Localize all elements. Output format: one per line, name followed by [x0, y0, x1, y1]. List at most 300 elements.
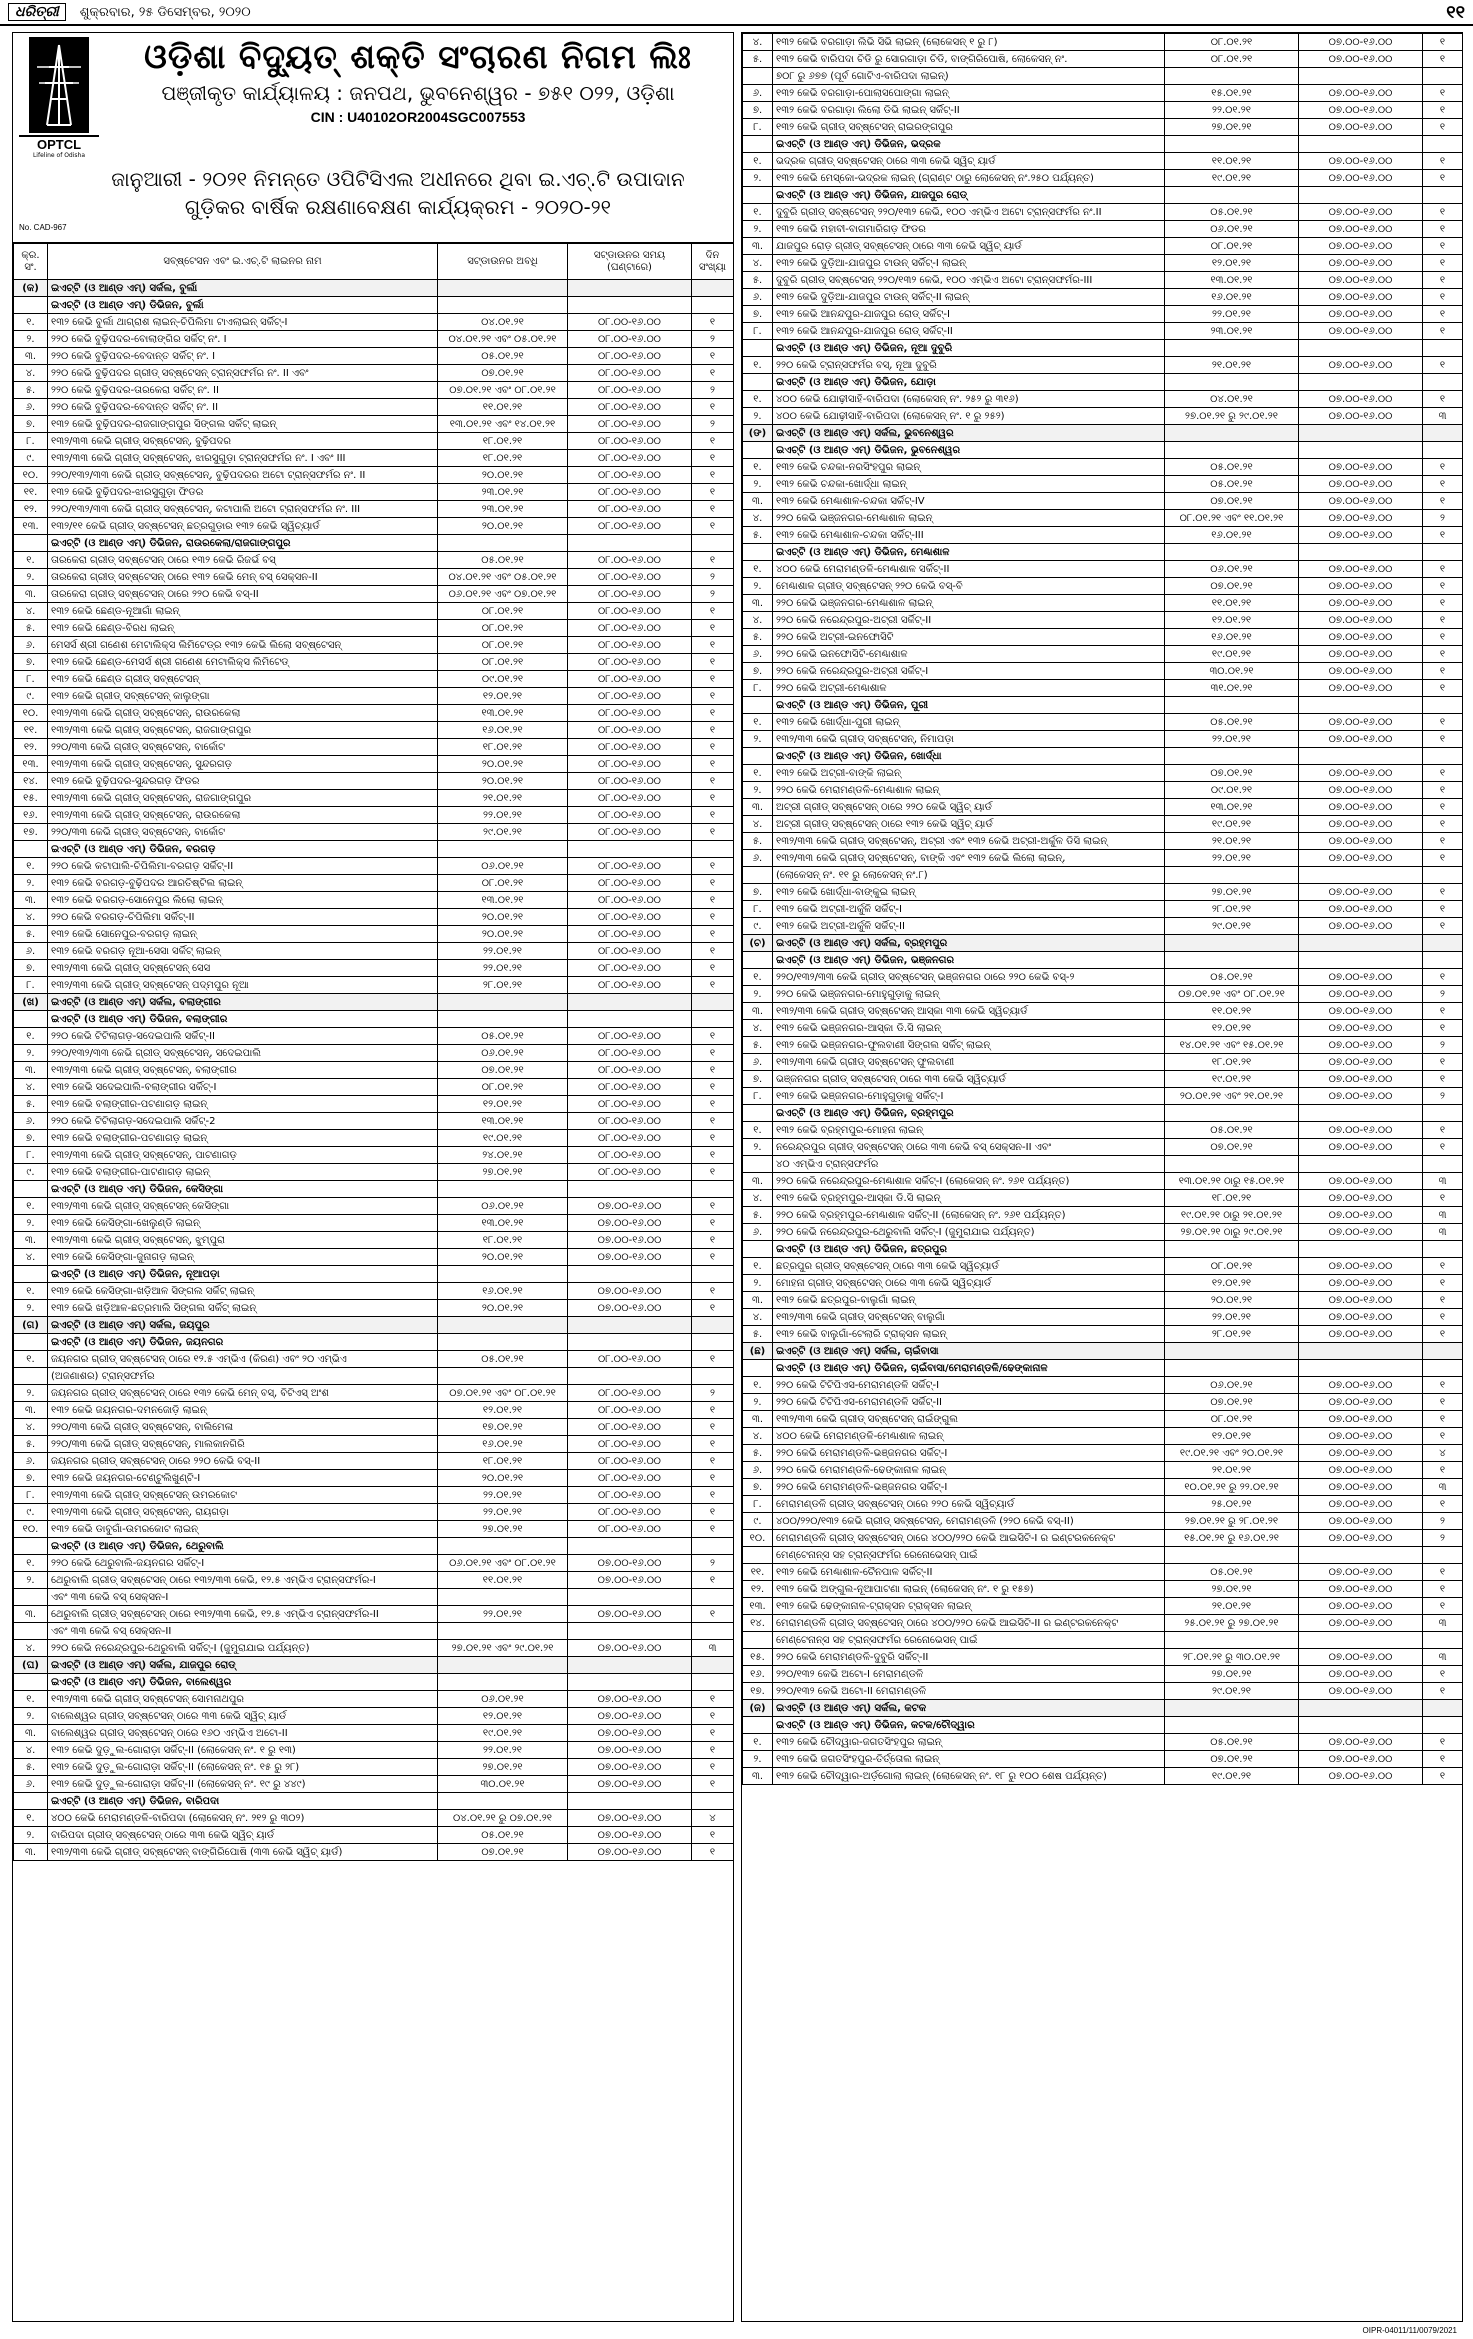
- period-cell: [1165, 442, 1299, 459]
- table-row: [14, 960, 734, 977]
- sl-cell: [743, 340, 773, 357]
- sl-cell: ୧୨.: [14, 501, 48, 518]
- sl-cell: ୧.: [14, 1283, 48, 1300]
- sl-cell: ୩.: [743, 1003, 773, 1020]
- period-cell: ୦୭.୦୧.୨୧: [1165, 578, 1299, 595]
- days-cell: ୧: [692, 1504, 734, 1521]
- element-cell: ୨୨୦ କେଭି ଭଞ୍ଜନଗର-ମେଣ୍ଢାଶାଳ ଲାଇନ୍: [773, 510, 1165, 527]
- table-row: [743, 1411, 1463, 1428]
- time-cell: ୦୭.୦୦-୧୬.୦୦: [1299, 1734, 1423, 1751]
- time-cell: ୦୭.୦୦-୧୬.୦୦: [1299, 85, 1423, 102]
- time-cell: [1299, 544, 1423, 561]
- days-cell: ୧: [1423, 1751, 1463, 1768]
- days-cell: ୩: [1423, 1173, 1463, 1190]
- period-cell: ୧୮.୦୧.୨୧: [438, 433, 568, 450]
- time-cell: ୦୮.୦୦-୧୬.୦୦: [568, 1062, 692, 1079]
- division-heading-row: [743, 1360, 1463, 1377]
- element-cell: ୨୨୦ କେଭି ନରେନ୍ଦ୍ରପୁର-ଥେରୁବାଲି ସର୍କିଟ୍-I (ଜୁମୁରାଯାଇ ପର୍ଯ୍ୟନ୍ତ): [48, 1640, 438, 1657]
- period-cell: ୨୦.୦୧.୨୧: [438, 909, 568, 926]
- period-cell: ୨୭.୦୧.୨୧ ରୁ ୨୯.୦୧.୨୧: [1165, 408, 1299, 425]
- table-row: [743, 1428, 1463, 1445]
- sl-cell: ୪.: [743, 1020, 773, 1037]
- table-row: [14, 1640, 734, 1657]
- time-cell: ୦୭.୦୦-୧୬.୦୦: [1299, 102, 1423, 119]
- time-cell: ୦୭.୦୦-୧୬.୦୦: [1299, 1377, 1423, 1394]
- days-cell: ୧: [692, 1419, 734, 1436]
- sl-cell: ୩.: [743, 1292, 773, 1309]
- period-cell: ୧୫.୦୧.୨୧: [1165, 85, 1299, 102]
- element-cell: ୧୩୨ କେଭି ବରଗଡ଼ ନୂଆ-ସେସା ସର୍କିଟ୍ ଲାଇନ୍: [48, 943, 438, 960]
- days-cell: ୧: [1423, 1054, 1463, 1071]
- sl-cell: ୪.: [743, 1309, 773, 1326]
- table-row: [743, 459, 1463, 476]
- period-cell: ୩୦.୦୧.୨୧: [438, 1776, 568, 1793]
- days-cell: ୧: [1423, 1768, 1463, 1785]
- days-cell: ୨: [692, 569, 734, 586]
- element-cell: ତାରକେରା ଗ୍ରୀଡ୍ ସବ୍‌ଷ୍ଟେସନ୍ ଠାରେ ୧୩୨ କେଭି ମେନ୍ ବସ୍ ସେକ୍ସନ-II: [48, 569, 438, 586]
- period-cell: ୧୧.୦୧.୨୧: [1165, 153, 1299, 170]
- time-cell: [568, 1538, 692, 1555]
- time-cell: ୦୮.୦୦-୧୬.୦୦: [568, 1164, 692, 1181]
- period-cell: [1165, 340, 1299, 357]
- days-cell: [1423, 1156, 1463, 1173]
- period-cell: [1165, 1700, 1299, 1717]
- period-cell: ୧୩.୦୧.୨୧: [1165, 799, 1299, 816]
- period-cell: ୦୬.୦୧.୨୧ ଏବଂ ୦୭.୦୧.୨୧: [438, 586, 568, 603]
- element-cell: ୧୩୨/୩୩ କେଭି ଗ୍ରୀଡ୍ ସବ୍‌ଷ୍ଟେସନ୍, ରାଉରକେଲା: [48, 705, 438, 722]
- element-cell: ୧୩୨/୩୩ କେଭି ଗ୍ରୀଡ୍ ସବ୍‌ଷ୍ଟେସନ୍ କେସିଙ୍ଗା: [48, 1198, 438, 1215]
- period-cell: ୦୭.୦୧.୨୧: [1165, 1139, 1299, 1156]
- table-row: [14, 1147, 734, 1164]
- period-cell: ୧୭.୦୧.୨୧: [438, 1419, 568, 1436]
- sl-cell: ୭.: [14, 960, 48, 977]
- table-row: [743, 680, 1463, 697]
- sl-cell: ୨.: [743, 170, 773, 187]
- table-row: [743, 1547, 1463, 1564]
- table-row: [14, 1606, 734, 1623]
- element-cell: ୪୦୦ କେଭି ଯୋଢ଼ୀସାହି-ବାରିପଦା (ଲୋକେସନ୍ ନଂ. ୨୫୨ ରୁ ୩୧୬): [773, 391, 1165, 408]
- table-row: [743, 34, 1463, 51]
- sl-cell: ୧.: [14, 1555, 48, 1572]
- days-cell: ୧: [692, 807, 734, 824]
- sl-cell: [743, 867, 773, 884]
- days-cell: ୧: [1423, 1258, 1463, 1275]
- period-cell: ୦୬.୦୧.୨୧: [1165, 221, 1299, 238]
- sl-cell: ୫.: [14, 382, 48, 399]
- element-cell: ୧୩୨ କେଭି ବୁଢ଼ିପଦର-ଝାରସୁଗୁଡ଼ା ଫିଡର: [48, 484, 438, 501]
- element-cell: ୧୩୨ କେଭି ଢେଙ୍କାନାଳ-ଟ୍ରାକ୍ସନ ଟ୍ରାକ୍ସନ ଲାଇନ୍: [773, 1598, 1165, 1615]
- period-cell: [1165, 935, 1299, 952]
- table-row: [14, 1351, 734, 1368]
- table-row: [743, 884, 1463, 901]
- period-cell: ୦୫.୦୧.୨୧: [1165, 476, 1299, 493]
- table-row: [743, 1666, 1463, 1683]
- sl-cell: ୯.: [14, 1504, 48, 1521]
- days-cell: ୧: [692, 1062, 734, 1079]
- period-cell: ୧୩.୦୧.୨୧: [438, 705, 568, 722]
- days-cell: ୧: [692, 654, 734, 671]
- element-cell: ୧୩୨ କେଭି ବଲାଙ୍ଗୀର-ପଟଣାଗଡ଼ ଲାଇନ୍: [48, 1096, 438, 1113]
- days-cell: ୧: [1423, 255, 1463, 272]
- table-row: [14, 807, 734, 824]
- table-row: [743, 1598, 1463, 1615]
- table-row: [743, 1768, 1463, 1785]
- period-cell: ୨୮.୦୧.୨୧ ରୁ ୩୦.୦୧.୨୧: [1165, 1649, 1299, 1666]
- table-row: [743, 1054, 1463, 1071]
- days-cell: ୪: [692, 1810, 734, 1827]
- element-cell: ୧୩୨ କେଭି ଡାବୁଗାଁ-ଉମରକୋଟ ଲାଇନ୍: [48, 1521, 438, 1538]
- table-row: [14, 892, 734, 909]
- time-cell: ୦୮.୦୦-୧୬.୦୦: [568, 467, 692, 484]
- sl-cell: ୩.: [14, 586, 48, 603]
- element-cell: ୨୨୦ କେଭି ନରେନ୍ଦ୍ରପୁର-ଥେରୁବାଲି ସର୍କିଟ୍-I (ଜୁମୁରାଯାଇ ପର୍ଯ୍ୟନ୍ତ): [773, 1224, 1165, 1241]
- sl-cell: [743, 1547, 773, 1564]
- element-cell: ଥେରୁବାଲି ଗ୍ରୀଡ୍ ସବ୍‌ଷ୍ଟେସନ୍ ଠାରେ ୧୩୨/୩୩ କେଭି, ୧୨.୫ ଏମ୍‌ଭିଏ ଟ୍ରାନ୍ସଫର୍ମର-II: [48, 1606, 438, 1623]
- days-cell: ୨: [1423, 510, 1463, 527]
- period-cell: ୦୭.୦୧.୨୧: [438, 365, 568, 382]
- period-cell: ୦୮.୦୧.୨୧: [1165, 51, 1299, 68]
- time-cell: ୦୭.୦୦-୧୬.୦୦: [1299, 459, 1423, 476]
- days-cell: [692, 280, 734, 297]
- period-cell: ୦୯.୦୧.୨୧: [438, 671, 568, 688]
- element-cell: ଭଦ୍ରକ ଗ୍ରୀଡ୍ ସବ୍‌ଷ୍ଟେସନ୍ ଠାରେ ୩୩ କେଭି ସ୍ୱିଚ୍ ୟାର୍ଡ: [773, 153, 1165, 170]
- element-cell: ୧୩୨ କେଭି ଅଟ୍ରୀ-ଅର୍କୁଳି ସର୍କିଟ୍-II: [773, 918, 1165, 935]
- element-cell: ୧୩୨/୩୩ କେଭି ଗ୍ରୀଡ୍ ସବ୍‌ଷ୍ଟେସନ୍, ସୁନ୍ଦରଗଡ଼: [48, 756, 438, 773]
- time-cell: ୦୭.୦୦-୧୬.୦୦: [1299, 476, 1423, 493]
- sl-cell: ୩.: [14, 348, 48, 365]
- table-row: [14, 467, 734, 484]
- element-cell: ୨୨୦ କେଭି ଭଞ୍ଜନଗର-ମୋହୁଗୁଡ଼ାକୁ ଲାଇନ୍: [773, 986, 1165, 1003]
- table-row: [14, 654, 734, 671]
- period-cell: ୧୬.୦୧.୨୧: [438, 1436, 568, 1453]
- time-cell: ୦୭.୦୦-୧୬.୦୦: [1299, 119, 1423, 136]
- table-row: [743, 1479, 1463, 1496]
- table-row: [743, 1530, 1463, 1547]
- element-cell: ୧୩୨ କେଭି ଗ୍ରୀଡ୍ ସବ୍‌ଷ୍ଟେସନ୍ କାଲୁଙ୍ଗା: [48, 688, 438, 705]
- table-row: [743, 1513, 1463, 1530]
- element-cell: ୨୨୦ କେଭି ବୁଢ଼ିପଦର-ବୋଲାଙ୍ଗିର ସର୍କିଟ୍ ନଂ. I: [48, 331, 438, 348]
- table-row: [14, 705, 734, 722]
- sl-cell: ୨.: [743, 476, 773, 493]
- sl-cell: ୧.: [743, 1122, 773, 1139]
- period-cell: ୧୧.୦୧.୨୧: [1165, 595, 1299, 612]
- sl-cell: ୧.: [743, 765, 773, 782]
- sl-cell: ୪.: [743, 255, 773, 272]
- schedule-table-left: [13, 243, 734, 1861]
- time-cell: ୦୭.୦୦-୧୬.୦୦: [1299, 1479, 1423, 1496]
- days-cell: ୧: [692, 1402, 734, 1419]
- days-cell: ୧: [1423, 799, 1463, 816]
- element-cell: ଇଏଚ୍‌ଟି (ଓ ଆଣ୍ଡ ଏମ୍) ସର୍କଲ, କଟକ: [773, 1700, 1165, 1717]
- element-cell: ୧୩୨/୩୩ କେଭି ଗ୍ରୀଡ୍ ସବ୍‌ଷ୍ଟେସନ୍, ବଲାଙ୍ଗୀର: [48, 1062, 438, 1079]
- table-row: [14, 637, 734, 654]
- sl-cell: ୬.: [743, 850, 773, 867]
- days-cell: ୧: [1423, 306, 1463, 323]
- days-cell: ୧: [692, 705, 734, 722]
- table-row: [14, 603, 734, 620]
- days-cell: ୨: [1423, 1513, 1463, 1530]
- days-cell: ୧: [692, 484, 734, 501]
- element-cell: ୧୩୨/୧୧ କେଭି ଗ୍ରୀଡ୍ ସବ୍‌ଷ୍ଟେସନ୍ ଛତ୍ରଗୁଡ଼ାର ୧୩୨ କେଭି ସ୍ୱିଚ୍‌ୟାର୍ଡ: [48, 518, 438, 535]
- sl-cell: ୨.: [743, 1394, 773, 1411]
- time-cell: ୦୭.୦୦-୧୬.୦୦: [1299, 1462, 1423, 1479]
- element-cell: ୨୨୦ କେଭି ଅଟ୍ରୀ-ମେଣ୍ଢାଶାଳ: [773, 680, 1165, 697]
- element-cell: ଇଏଚ୍‌ଟି (ଓ ଆଣ୍ଡ ଏମ୍) ଡିଭିଜନ, ଚାଇଁବାସା/ମେରାମଣ୍ଡଳି/ଢେଙ୍କାନାଳ: [773, 1360, 1165, 1377]
- time-cell: ୦୮.୦୦-୧୬.୦୦: [568, 892, 692, 909]
- days-cell: ୧: [1423, 782, 1463, 799]
- days-cell: [692, 994, 734, 1011]
- element-cell: ୧୩୨/୩୩ କେଭି ଗ୍ରୀଡ୍ ସବ୍‌ଷ୍ଟେସନ୍ ବାଙ୍ଗିରିପୋଷି (୩୩ କେଭି ସ୍ୱିଚ୍ ୟାର୍ଡ): [48, 1844, 438, 1861]
- sl-cell: ୧.: [743, 714, 773, 731]
- days-cell: ୨: [692, 416, 734, 433]
- period-cell: ୦୮.୦୧.୨୧: [1165, 238, 1299, 255]
- element-cell: ୧୩୨ କେଭି ବଲାଙ୍ଗୀର-ପଟଣାଗଡ଼ ଲାଇନ୍: [48, 1130, 438, 1147]
- period-cell: ୦୫.୦୧.୨୧: [1165, 969, 1299, 986]
- days-cell: ୧: [1423, 969, 1463, 986]
- element-cell: ମୋହନା ଗ୍ରୀଡ୍ ସବ୍‌ଷ୍ଟେସନ୍ ଠାରେ ୩୩ କେଭି ସ୍ୱିଚ୍‌ୟାର୍ଡ: [773, 1275, 1165, 1292]
- period-cell: ୦୪.୦୧.୨୧ ଏବଂ ୦୫.୦୧.୨୧: [438, 331, 568, 348]
- time-cell: [1299, 425, 1423, 442]
- element-cell: ୧୩୨ କେଭି ଦୁଡ଼ିଆ-ଯାଜପୁର ଟାଉନ୍ ସର୍କିଟ୍-I ଲାଇନ୍: [773, 255, 1165, 272]
- sl-cell: ୫.: [743, 1445, 773, 1462]
- division-heading-row: [743, 1105, 1463, 1122]
- time-cell: ୦୭.୦୦-୧୬.୦୦: [1299, 1003, 1423, 1020]
- time-cell: ୦୭.୦୦-୧୬.୦୦: [1299, 1275, 1423, 1292]
- time-cell: ୦୭.୦୦-୧୬.୦୦: [1299, 1054, 1423, 1071]
- element-cell: ୭୦୮ ରୁ ୬୭୭ (ପୂର୍ବ ଗୋଟିଏ-ବାରିପଦା ଲାଇନ୍): [773, 68, 1165, 85]
- sl-cell: [743, 187, 773, 204]
- days-cell: ୧: [692, 943, 734, 960]
- division-heading-row: [743, 340, 1463, 357]
- days-cell: ୧: [692, 722, 734, 739]
- sl-cell: ୮.: [14, 1147, 48, 1164]
- period-cell: [1165, 1717, 1299, 1734]
- table-row: [743, 510, 1463, 527]
- days-cell: ୧: [692, 1232, 734, 1249]
- sl-cell: ୪.: [14, 1079, 48, 1096]
- sl-cell: ୧୪.: [14, 773, 48, 790]
- period-cell: [438, 1317, 568, 1334]
- period-cell: ୦୮.୦୧.୨୧: [438, 654, 568, 671]
- time-cell: ୦୭.୦୦-୧୬.୦୦: [568, 1810, 692, 1827]
- days-cell: ୧: [1423, 272, 1463, 289]
- division-heading-row: [743, 544, 1463, 561]
- element-cell: ୧୩୨/୩୩ କେଭି ଗ୍ରୀଡ୍ ସବ୍‌ଷ୍ଟେସନ୍, ନିମାପଡ଼ା: [773, 731, 1165, 748]
- period-cell: ୦୫.୦୧.୨୧: [438, 348, 568, 365]
- days-cell: ୧: [1423, 1139, 1463, 1156]
- period-cell: ୨୨.୦୧.୨୧: [438, 1504, 568, 1521]
- period-cell: [438, 1657, 568, 1674]
- table-row: [743, 918, 1463, 935]
- period-cell: ୦୭.୦୧.୨୧ ଏବଂ ୦୮.୦୧.୨୧: [1165, 986, 1299, 1003]
- time-cell: ୦୮.୦୦-୧୬.୦୦: [568, 348, 692, 365]
- table-row: [743, 969, 1463, 986]
- sl-cell: ୨.: [743, 986, 773, 1003]
- table-row: [14, 1198, 734, 1215]
- time-cell: ୦୮.୦୦-୧୬.୦୦: [568, 569, 692, 586]
- days-cell: ୧: [1423, 833, 1463, 850]
- sl-cell: [743, 442, 773, 459]
- period-cell: ୦୫.୦୧.୨୧: [1165, 1734, 1299, 1751]
- period-cell: ୦୬.୦୧.୨୧: [438, 1045, 568, 1062]
- table-row: [743, 1683, 1463, 1700]
- sl-cell: ୧.: [14, 858, 48, 875]
- time-cell: ୦୮.୦୦-୧୬.୦୦: [568, 858, 692, 875]
- time-cell: ୦୮.୦୦-୧୬.୦୦: [568, 518, 692, 535]
- period-cell: ୦୫.୦୧.୨୧: [1165, 459, 1299, 476]
- time-cell: ୦୭.୦୦-୧୬.୦୦: [1299, 204, 1423, 221]
- time-cell: [1299, 1241, 1423, 1258]
- days-cell: ୧: [1423, 1666, 1463, 1683]
- time-cell: ୦୭.୦୦-୧୬.୦୦: [1299, 1122, 1423, 1139]
- days-cell: ୧: [1423, 1122, 1463, 1139]
- circle-heading-row: [743, 935, 1463, 952]
- time-cell: ୦୭.୦୦-୧୬.୦୦: [568, 1691, 692, 1708]
- ref-number: No. CAD-967: [19, 223, 67, 232]
- table-row: [743, 306, 1463, 323]
- period-cell: ୨୨.୦୧.୨୧: [1165, 1309, 1299, 1326]
- period-cell: ୧୧.୦୧.୨୧: [438, 399, 568, 416]
- table-row: [743, 1207, 1463, 1224]
- element-cell: ୧୩୨/୩୩ କେଭି ଗ୍ରୀଡ୍ ସବ୍‌ଷ୍ଟେସନ୍ ପଦ୍ମପୁର ନୂଆ: [48, 977, 438, 994]
- period-cell: ୨୨.୦୧.୨୧: [438, 960, 568, 977]
- period-cell: ୧୯.୦୧.୨୧: [1165, 646, 1299, 663]
- element-cell: ୧୩୨/୩୩ କେଭି ଗ୍ରୀଡ୍ ସବ୍‌ଷ୍ଟେସନ୍, ରାଜଗାଙ୍ଗପୁର: [48, 790, 438, 807]
- period-cell: ୧୬.୦୧.୨୧: [1165, 527, 1299, 544]
- period-cell: ୨୭.୦୧.୨୧: [438, 1164, 568, 1181]
- period-cell: ୨୨.୦୧.୨୧: [438, 1487, 568, 1504]
- sl-cell: ୫.: [14, 1759, 48, 1776]
- period-cell: [438, 1793, 568, 1810]
- table-row: [743, 391, 1463, 408]
- time-cell: ୦୭.୦୦-୧୬.୦୦: [1299, 1207, 1423, 1224]
- sl-cell: ୭.: [743, 306, 773, 323]
- period-cell: ୨୦.୦୧.୨୧ ଏବଂ ୨୧.୦୧.୨୧: [1165, 1088, 1299, 1105]
- sl-cell: ୭.: [14, 1130, 48, 1147]
- element-cell: ୨୨୦ କେଭି ମେରାମଣ୍ଡଳି-ଦୁବୁରି ସର୍କିଟ୍-II: [773, 1649, 1165, 1666]
- period-cell: ୨୭.୦୧.୨୧ ରୁ ୨୮.୦୧.୨୧: [1165, 1513, 1299, 1530]
- days-cell: ୧: [1423, 561, 1463, 578]
- element-cell: ୧୩୨ କେଭି ଚୌଦ୍ୱାର-ଅର୍ଡ଼ଗୋଲା ଲାଇନ୍ (ଲୋକେସନ୍ ନଂ. ୧୮ ରୁ ୧୦୦ ଶେଷ ପର୍ଯ୍ୟନ୍ତ): [773, 1768, 1165, 1785]
- period-cell: ୧୯.୦୧.୨୧: [1165, 1071, 1299, 1088]
- sl-cell: ୯.: [14, 450, 48, 467]
- days-cell: ୧: [1423, 731, 1463, 748]
- days-cell: ୧: [692, 1283, 734, 1300]
- element-cell: ୧୩୨ କେଭି ଛେଣ୍ଡ-ବିରଧ ଲାଇନ୍: [48, 620, 438, 637]
- element-cell: ୧୩୨/୩୩ କେଭି ଗ୍ରୀଡ୍ ସବ୍‌ଷ୍ଟେସନ୍ ଆସ୍କା ୩୩ କେଭି ସ୍ୱିଚ୍‌ୟାର୍ଡ: [773, 1003, 1165, 1020]
- days-cell: ୧: [1423, 612, 1463, 629]
- period-cell: ୧୬.୦୧.୨୧: [438, 722, 568, 739]
- element-cell: ଇଏଚ୍‌ଟି (ଓ ଆଣ୍ଡ ଏମ୍) ସର୍କଲ, ଯାଜପୁର ରୋଡ୍: [48, 1657, 438, 1674]
- sl-cell: ୬.: [743, 1462, 773, 1479]
- time-cell: ୦୭.୦୦-୧୬.୦୦: [568, 1708, 692, 1725]
- sl-cell: ୧.: [743, 153, 773, 170]
- days-cell: [692, 1538, 734, 1555]
- sl-cell: ୭.: [14, 416, 48, 433]
- element-cell: ଇଏଚ୍‌ଟି (ଓ ଆଣ୍ଡ ଏମ୍) ଡିଭିଜନ, ଯୋଡ଼ା: [773, 374, 1165, 391]
- sl-cell: ୮.: [14, 1487, 48, 1504]
- days-cell: ୧: [692, 1198, 734, 1215]
- element-cell: ୧୩୨ କେଭି ବାରିପଦା ଚିଡି ରୁ ସୋରଗାଡ଼ା ଚିଡି, ବାଙ୍ଗିରିପୋଷି, ଲୋକେସନ୍ ନଂ.: [773, 51, 1165, 68]
- element-cell: ୧୩୨ କେଭି ଜୟନଗର-ଦମନଜୋଡ଼ି ଲାଇନ୍: [48, 1402, 438, 1419]
- table-row: [14, 348, 734, 365]
- sl-cell: ୬.: [14, 1453, 48, 1470]
- division-heading-row: [14, 1674, 734, 1691]
- sl-cell: ୫.: [14, 1096, 48, 1113]
- period-cell: ୧୧.୦୧.୨୧: [1165, 1003, 1299, 1020]
- period-cell: [1165, 952, 1299, 969]
- period-cell: [438, 1623, 568, 1640]
- period-cell: ୧୯.୦୧.୨୧: [1165, 816, 1299, 833]
- time-cell: ୦୭.୦୦-୧୬.୦୦: [1299, 1751, 1423, 1768]
- time-cell: [1299, 867, 1423, 884]
- days-cell: ୧: [1423, 1309, 1463, 1326]
- period-cell: [1165, 68, 1299, 85]
- element-cell: ୧୩୨/୩୩ କେଭି ଗ୍ରୀଡ୍ ସବ୍‌ଷ୍ଟେସନ୍, ପାଟଣାଗଡ଼: [48, 1147, 438, 1164]
- period-cell: ୦୭.୦୧.୨୧: [438, 1844, 568, 1861]
- time-cell: ୦୮.୦୦-୧୬.୦୦: [568, 314, 692, 331]
- days-cell: ୧: [1423, 765, 1463, 782]
- table-row: [743, 255, 1463, 272]
- days-cell: ୧: [1423, 1003, 1463, 1020]
- days-cell: ୨: [1423, 1037, 1463, 1054]
- days-cell: ୧: [692, 1147, 734, 1164]
- sl-cell: [743, 1360, 773, 1377]
- table-row: [743, 1309, 1463, 1326]
- table-row: [14, 365, 734, 382]
- table-row: [14, 1521, 734, 1538]
- period-cell: ୨୭.୦୧.୨୧ ଠାରୁ ୨୯.୦୧.୨୧: [1165, 1224, 1299, 1241]
- days-cell: [692, 535, 734, 552]
- period-cell: ୨୩.୦୧.୨୧: [438, 501, 568, 518]
- element-cell: ୧୩୨/୩୩ କେଭି ଗ୍ରୀଡ୍ ସବ୍‌ଷ୍ଟେସନ୍ ଫୁଲବାଣୀ: [773, 1054, 1165, 1071]
- newspaper-header-bar: [0, 0, 1473, 26]
- element-cell: ଇଏଚ୍‌ଟି (ଓ ଆଣ୍ଡ ଏମ୍) ଡିଭିଜନ, ବାରିପଦା: [48, 1793, 438, 1810]
- table-row: [743, 1156, 1463, 1173]
- table-row: [14, 756, 734, 773]
- period-cell: ୧୨.୦୧.୨୧: [1165, 1275, 1299, 1292]
- period-cell: ୨୦.୦୧.୨୧: [438, 1249, 568, 1266]
- table-row: [14, 1810, 734, 1827]
- element-cell: ୨୨୦/୧୩୨/୩୩ କେଭି ଗ୍ରୀଡ୍ ସବ୍‌ଷ୍ଟେସନ୍, ବୁଢ଼ିପଦରର ଅଟୋ ଟ୍ରାନ୍ସଫର୍ମର ନଂ. II: [48, 467, 438, 484]
- days-cell: ୧: [692, 1572, 734, 1589]
- sl-cell: ୧.: [743, 391, 773, 408]
- sl-cell: [14, 1334, 48, 1351]
- element-cell: ୨୨୦ କେଭି ନରେନ୍ଦ୍ରପୁର-ମେଣ୍ଢାଶାଳ ସର୍କିଟ୍-I (ଲୋକେସନ୍ ନଂ. ୨୬୧ ପର୍ଯ୍ୟନ୍ତ): [773, 1173, 1165, 1190]
- sl-cell: [14, 1674, 48, 1691]
- sl-cell: ୬.: [14, 399, 48, 416]
- table-row: [14, 569, 734, 586]
- element-cell: ୧୩୨ କେଭି ଜୟନଗର-ଟେଣ୍ଟୁଲିଖୁଣ୍ଟି-I: [48, 1470, 438, 1487]
- period-cell: ୧୨.୦୧.୨୧: [1165, 255, 1299, 272]
- period-cell: ୧୨.୦୧.୨୧: [1165, 1020, 1299, 1037]
- sl-cell: ୧.: [14, 314, 48, 331]
- sl-cell: ୫.: [743, 527, 773, 544]
- sl-cell: ୨.: [743, 578, 773, 595]
- table-row: [14, 773, 734, 790]
- sl-cell: ୯.: [743, 918, 773, 935]
- table-row: [14, 1300, 734, 1317]
- element-cell: ଇଏଚ୍‌ଟି (ଓ ଆଣ୍ଡ ଏମ୍) ଡିଭିଜନ, କେସିଙ୍ଗା: [48, 1181, 438, 1198]
- sl-cell: ୭.: [743, 663, 773, 680]
- table-row: [14, 1742, 734, 1759]
- sl-cell: ୧୬.: [743, 1666, 773, 1683]
- notice-header: [13, 33, 733, 243]
- element-cell: ୧୩୨ କେଭି ଆନନ୍ଦପୁର-ଯାଜପୁର ରୋଡ୍ ସର୍କିଟ୍-I: [773, 306, 1165, 323]
- col-period: ସଟ୍‌ଡାଉନର ଅବଧି: [438, 244, 568, 280]
- period-cell: ୧୯.୦୧.୨୧: [1165, 1768, 1299, 1785]
- element-cell: ମେରାମଣ୍ଡଳି ଗ୍ରୀଡ୍ ସବ୍‌ଷ୍ଟେସନ୍ ଠାରେ ୪୦୦/୨୨୦ କେଭି ଆଇସିଟି-II ର ଇଣ୍ଟରକନେକ୍ଟ: [773, 1615, 1165, 1632]
